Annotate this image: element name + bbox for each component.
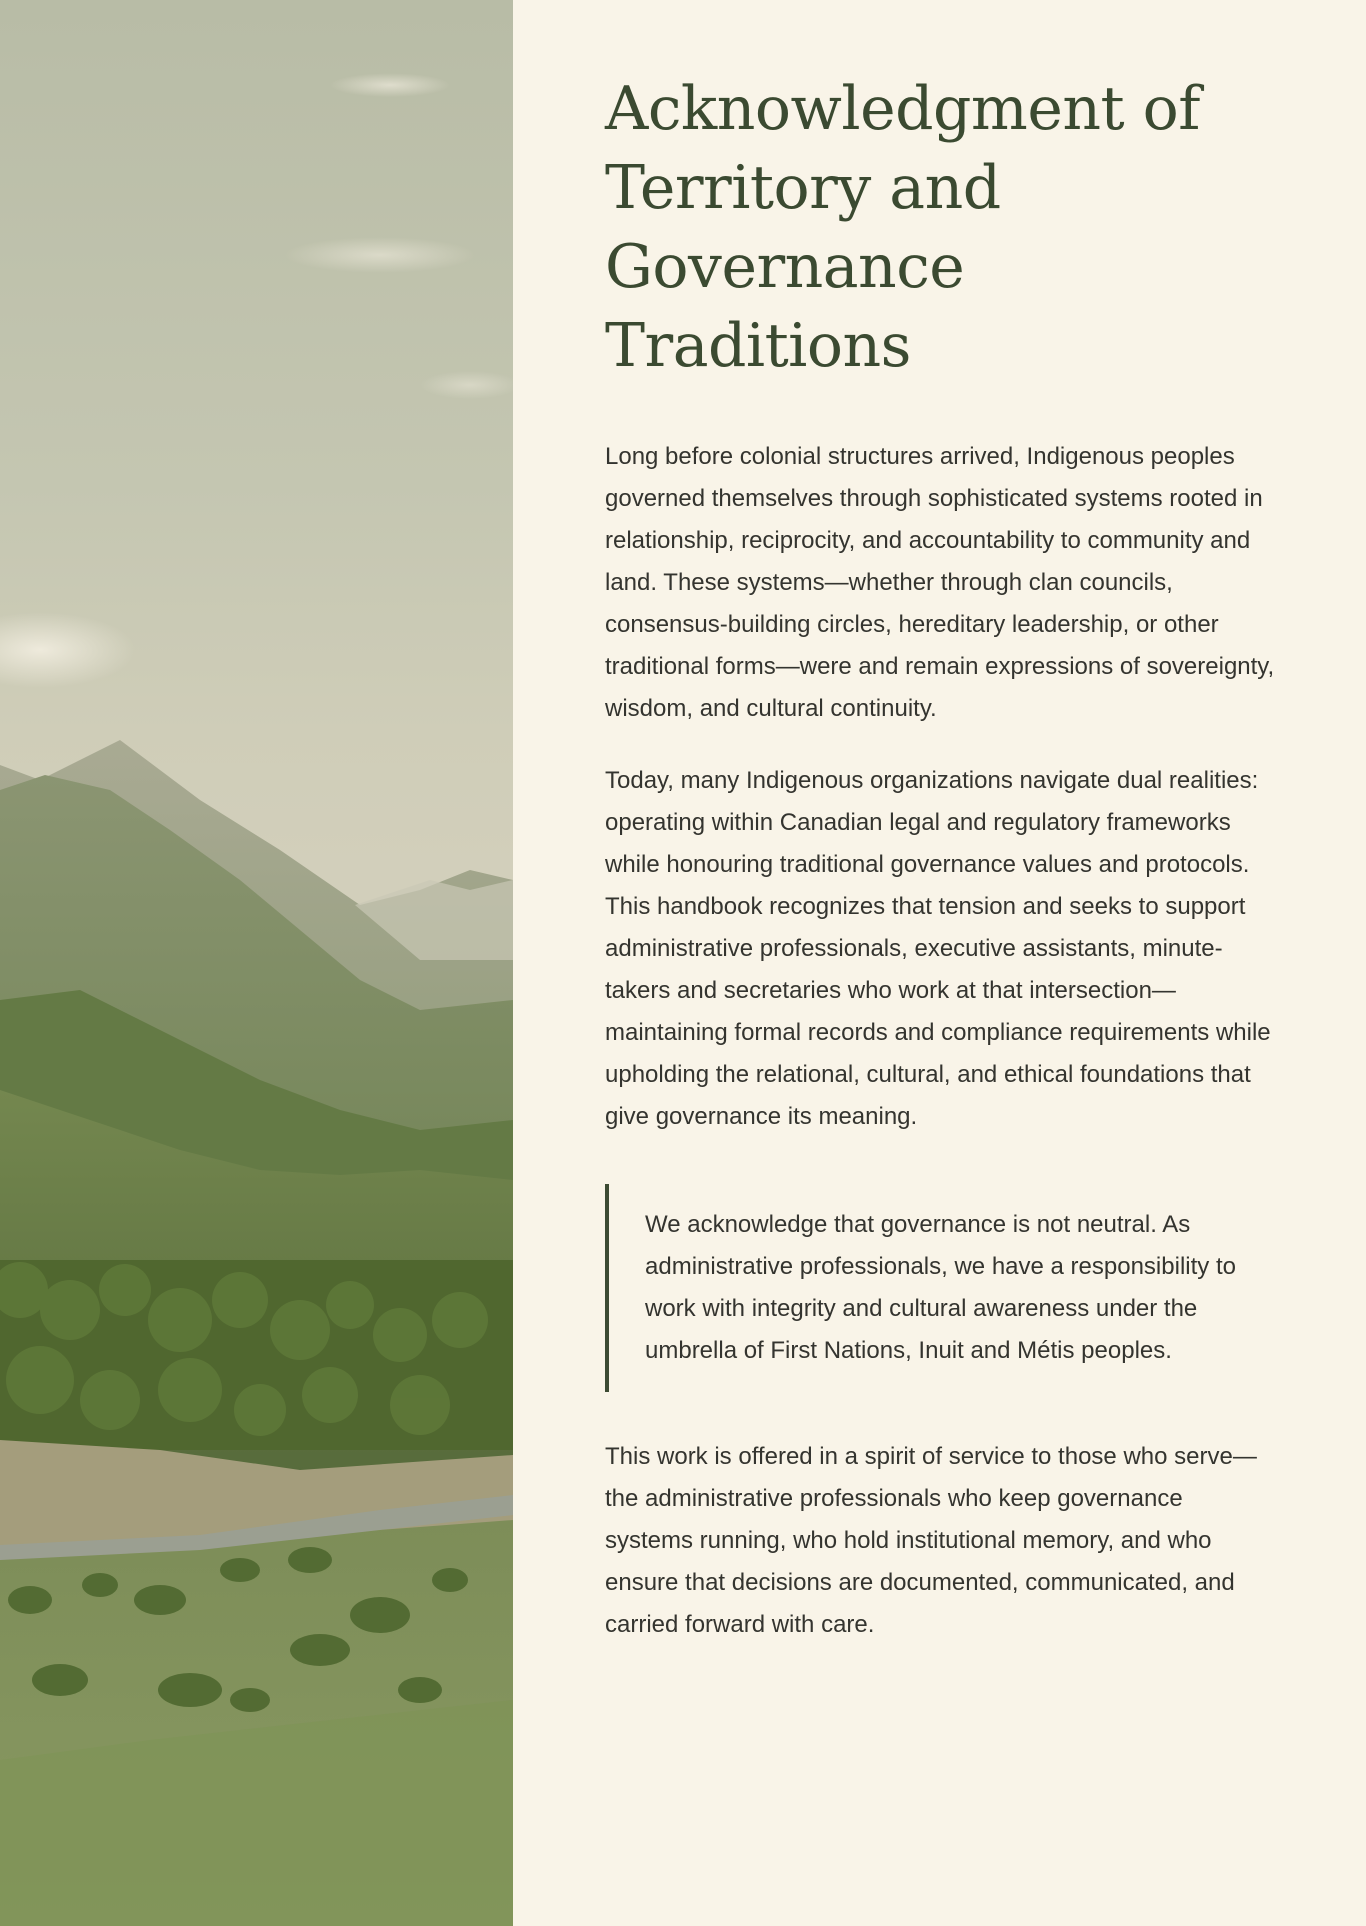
content-panel — [513, 0, 1366, 1926]
acknowledgment-quote — [605, 1184, 1276, 1392]
landscape-photo — [0, 0, 513, 1926]
context-paragraph: Today, many Indigenous organizations navigate dual realities: operating within Canadian legal and regulatory frameworks while honouring traditional governance values and protocols. This handbook recognizes that tension and seeks to support administrative professionals, executive assistants, minute-takers and secretaries who work at that intersection—maintaining formal records and compliance requirements while upholding the relational, cultural, and ethical foundations that give governance its meaning. — [605, 767, 1271, 1130]
closing-paragraph: This work is offered in a spirit of service to those who serve—the administrative professionals who keep governance systems running, who hold institutional memory, and who ensure that decisions are documented, communicated, and carried forward with care. — [605, 1443, 1257, 1638]
intro-paragraph: Long before colonial structures arrived, Indigenous peoples governed themselves through sophisticated systems rooted in relationship, reciprocity, and accountability to community and land. These systems—whether through clan councils, consensus-building circles, hereditary leadership, or other traditional forms—were and remain expressions of sovereignty, wisdom, and cultural continuity. — [605, 443, 1275, 722]
page-title: Acknowledgment of Territory and Governance Traditions — [605, 74, 1200, 381]
landscape-illustration — [0, 0, 513, 1926]
quote-text: We acknowledge that governance is not neutral. As administrative professionals, we have a responsibility to work with integrity and cultural awareness under the umbrella of First Nations, Inuit and Métis peoples. — [645, 1211, 1236, 1364]
